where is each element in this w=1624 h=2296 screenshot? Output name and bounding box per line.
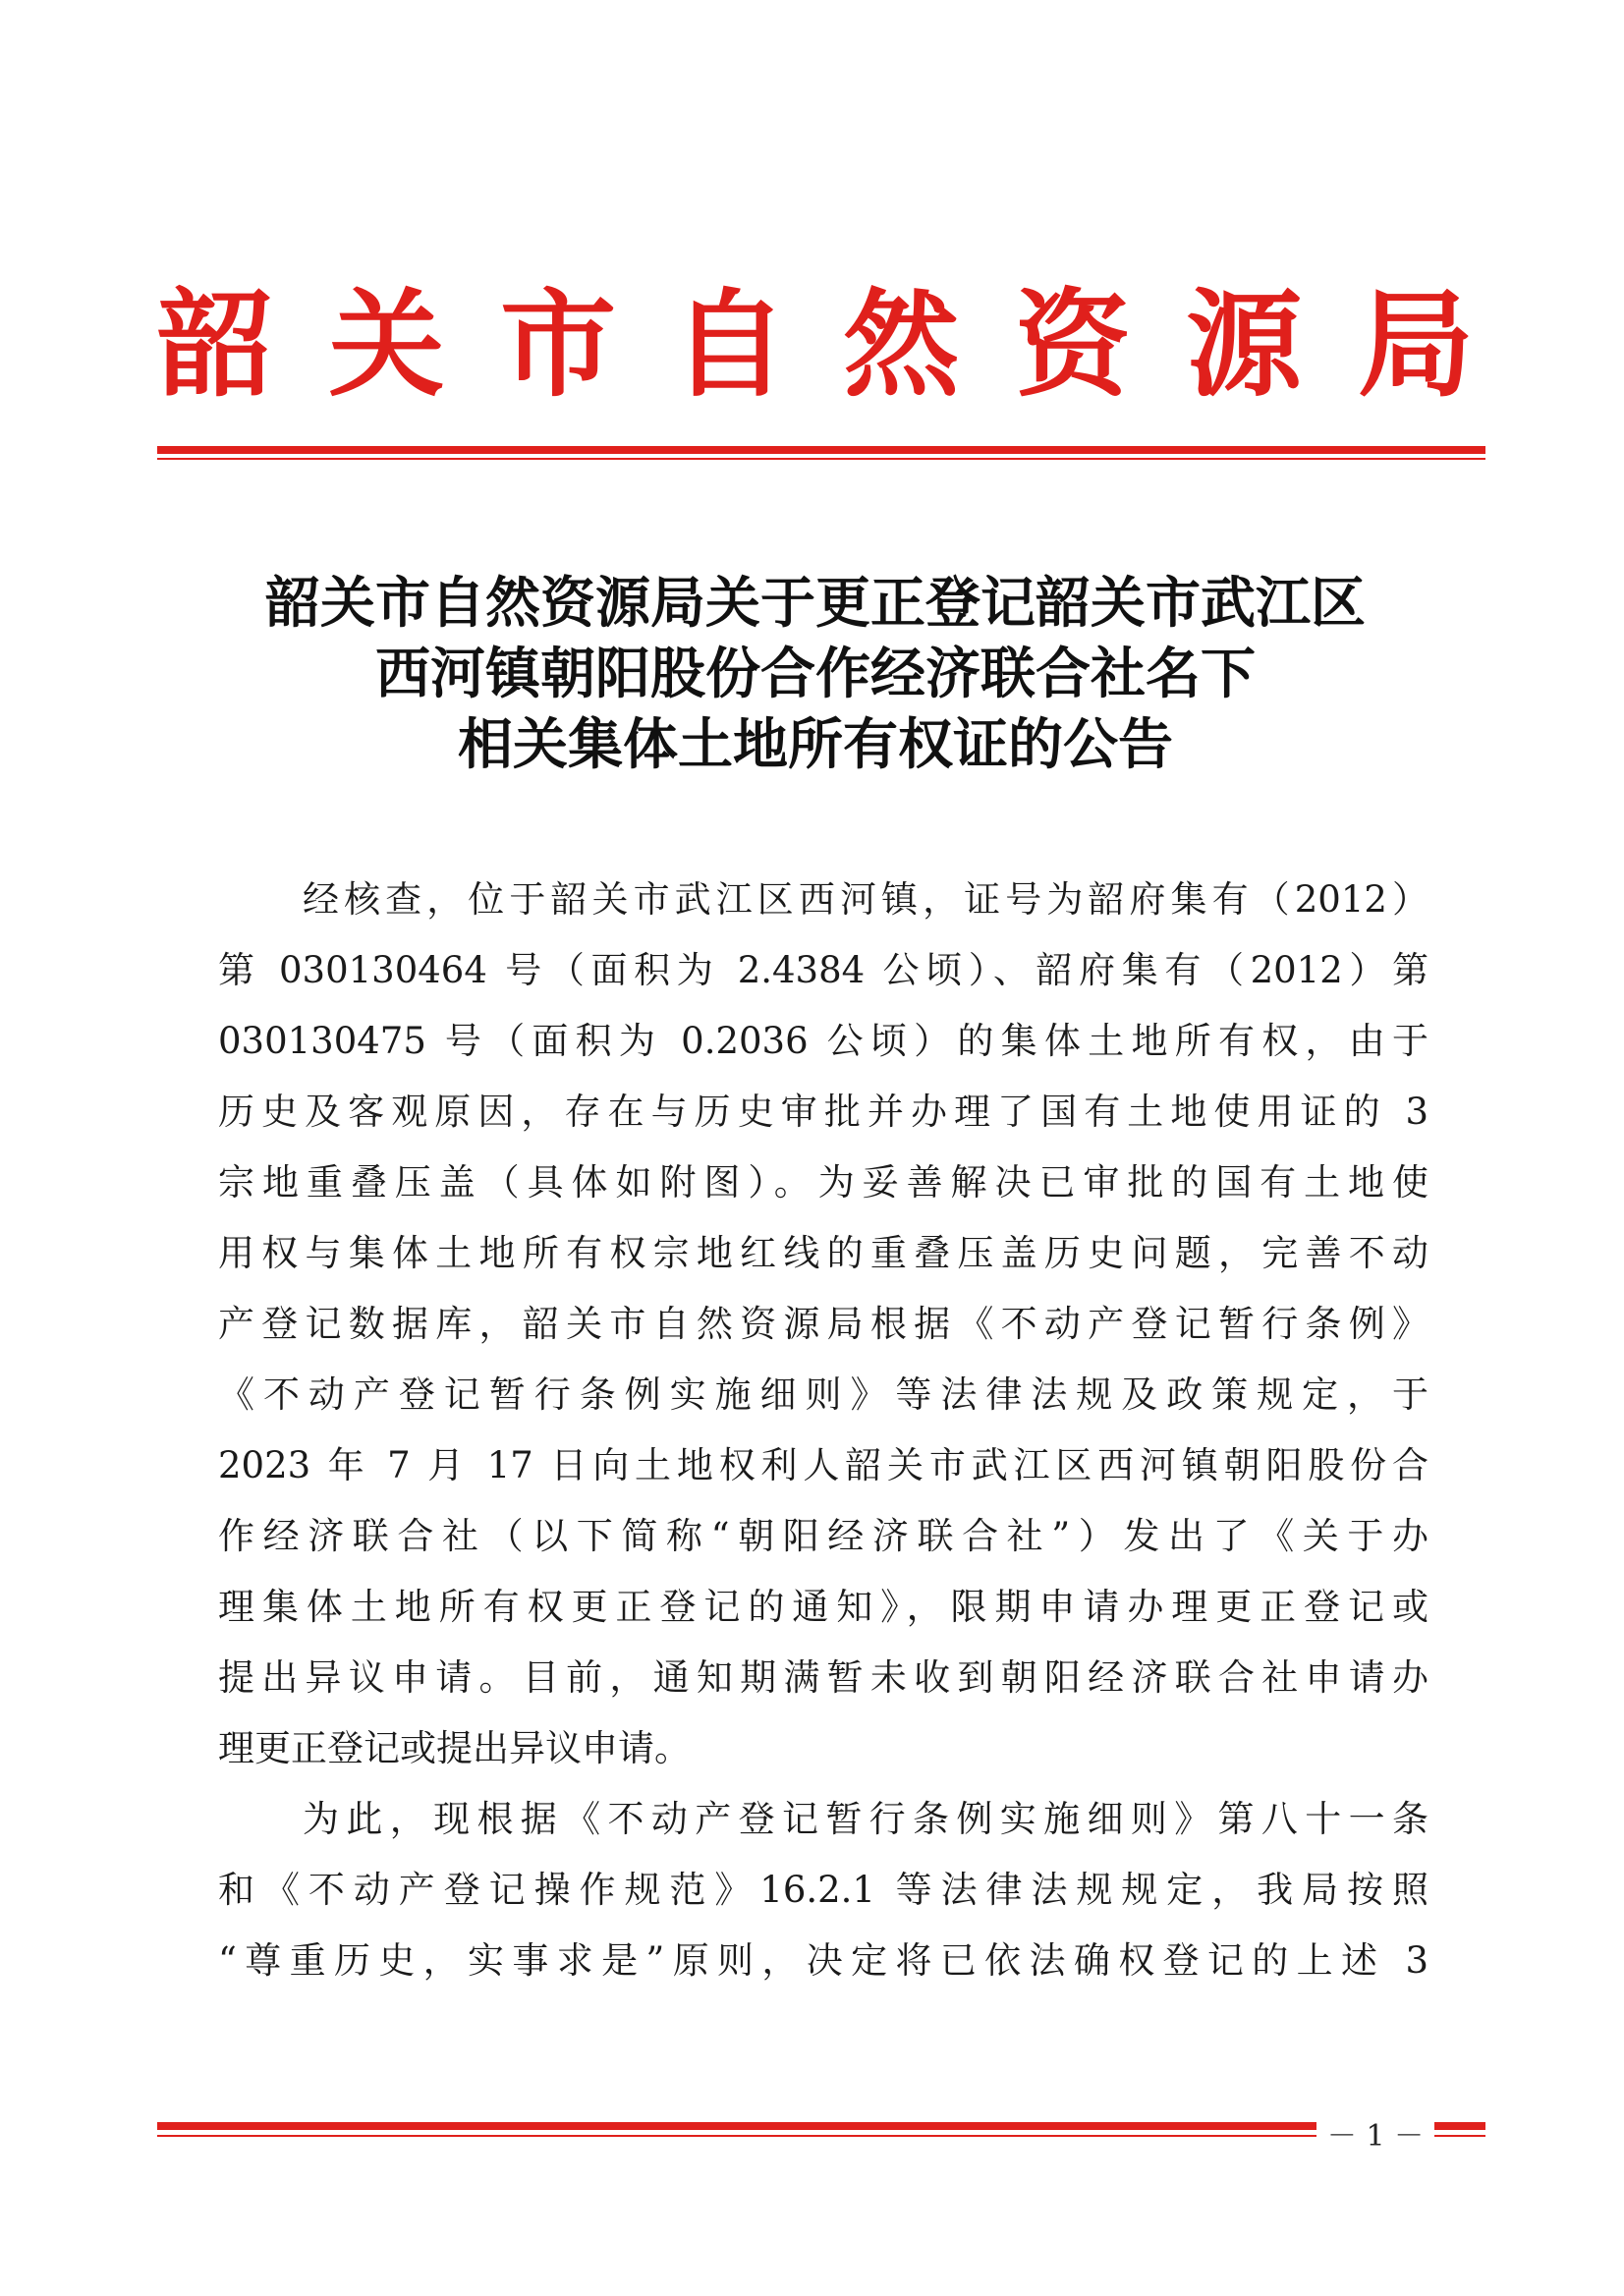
- body-line: 030130475 号（面积为 0.2036 公顷）的集体土地所有权，由于: [218, 1020, 1428, 1062]
- masthead-char: 源: [1186, 276, 1303, 413]
- header-divider-thin: [157, 458, 1485, 460]
- masthead-org-name: [157, 271, 1474, 419]
- body-line: 产登记数据库，韶关市自然资源局根据《不动产登记暂行条例》: [218, 1303, 1428, 1345]
- title-line: 相关集体土地所有权证的公告: [458, 712, 1173, 777]
- body-line: 理集体土地所有权更正登记的通知》，限期申请办理更正登记或: [218, 1586, 1428, 1628]
- body-line: 和《不动产登记操作规范》16.2.1 等法律法规规定，我局按照: [218, 1869, 1428, 1911]
- masthead-char: 韶: [157, 276, 274, 413]
- body-line: 宗地重叠压盖（具体如附图）。为妥善解决已审批的国有土地使: [218, 1161, 1428, 1204]
- notice-body: [218, 865, 1428, 1996]
- body-line: 用权与集体土地所有权宗地红线的重叠压盖历史问题，完善不动: [218, 1232, 1428, 1274]
- body-line: 经核查，位于韶关市武江区西河镇，证号为韶府集有（2012）: [303, 878, 1428, 921]
- body-line: 历史及客观原因，存在与历史审批并办理了国有土地使用证的 3: [218, 1091, 1428, 1133]
- notice-title: [157, 568, 1474, 780]
- body-line: 2023 年 7 月 17 日向土地权利人韶关市武江区西河镇朝阳股份合: [218, 1444, 1428, 1486]
- footer-divider-thin: [157, 2135, 1485, 2137]
- masthead-char: 然: [843, 276, 960, 413]
- body-line: 第 030130464 号（面积为 2.4384 公顷）、韶府集有（2012）第: [218, 949, 1428, 991]
- masthead-char: 自: [671, 276, 788, 413]
- body-line: 《不动产登记暂行条例实施细则》等法律法规及政策规定，于: [218, 1373, 1428, 1416]
- body-line: “尊重历史，实事求是”原则，决定将已依法确权登记的上述 3: [218, 1939, 1428, 1982]
- masthead-char: 资: [1014, 276, 1131, 413]
- page-number: － 1 －: [1316, 2120, 1434, 2154]
- masthead-char: 关: [328, 276, 445, 413]
- body-line: 提出异议申请。目前，通知期满暂未收到朝阳经济联合社申请办: [218, 1656, 1428, 1699]
- title-line: 韶关市自然资源局关于更正登记韶关市武江区: [265, 571, 1366, 636]
- header-divider-thick: [157, 446, 1485, 454]
- body-line: 理更正登记或提出异议申请。: [218, 1727, 691, 1769]
- body-line: 为此，现根据《不动产登记暂行条例实施细则》第八十一条: [303, 1798, 1428, 1840]
- footer-divider-thick: [157, 2122, 1485, 2130]
- body-line: 作经济联合社（以下简称“朝阳经济联合社”）发出了《关于办: [218, 1515, 1428, 1557]
- masthead-char: 市: [500, 276, 617, 413]
- title-line: 西河镇朝阳股份合作经济联合社名下: [375, 642, 1256, 706]
- masthead-char: 局: [1357, 276, 1474, 413]
